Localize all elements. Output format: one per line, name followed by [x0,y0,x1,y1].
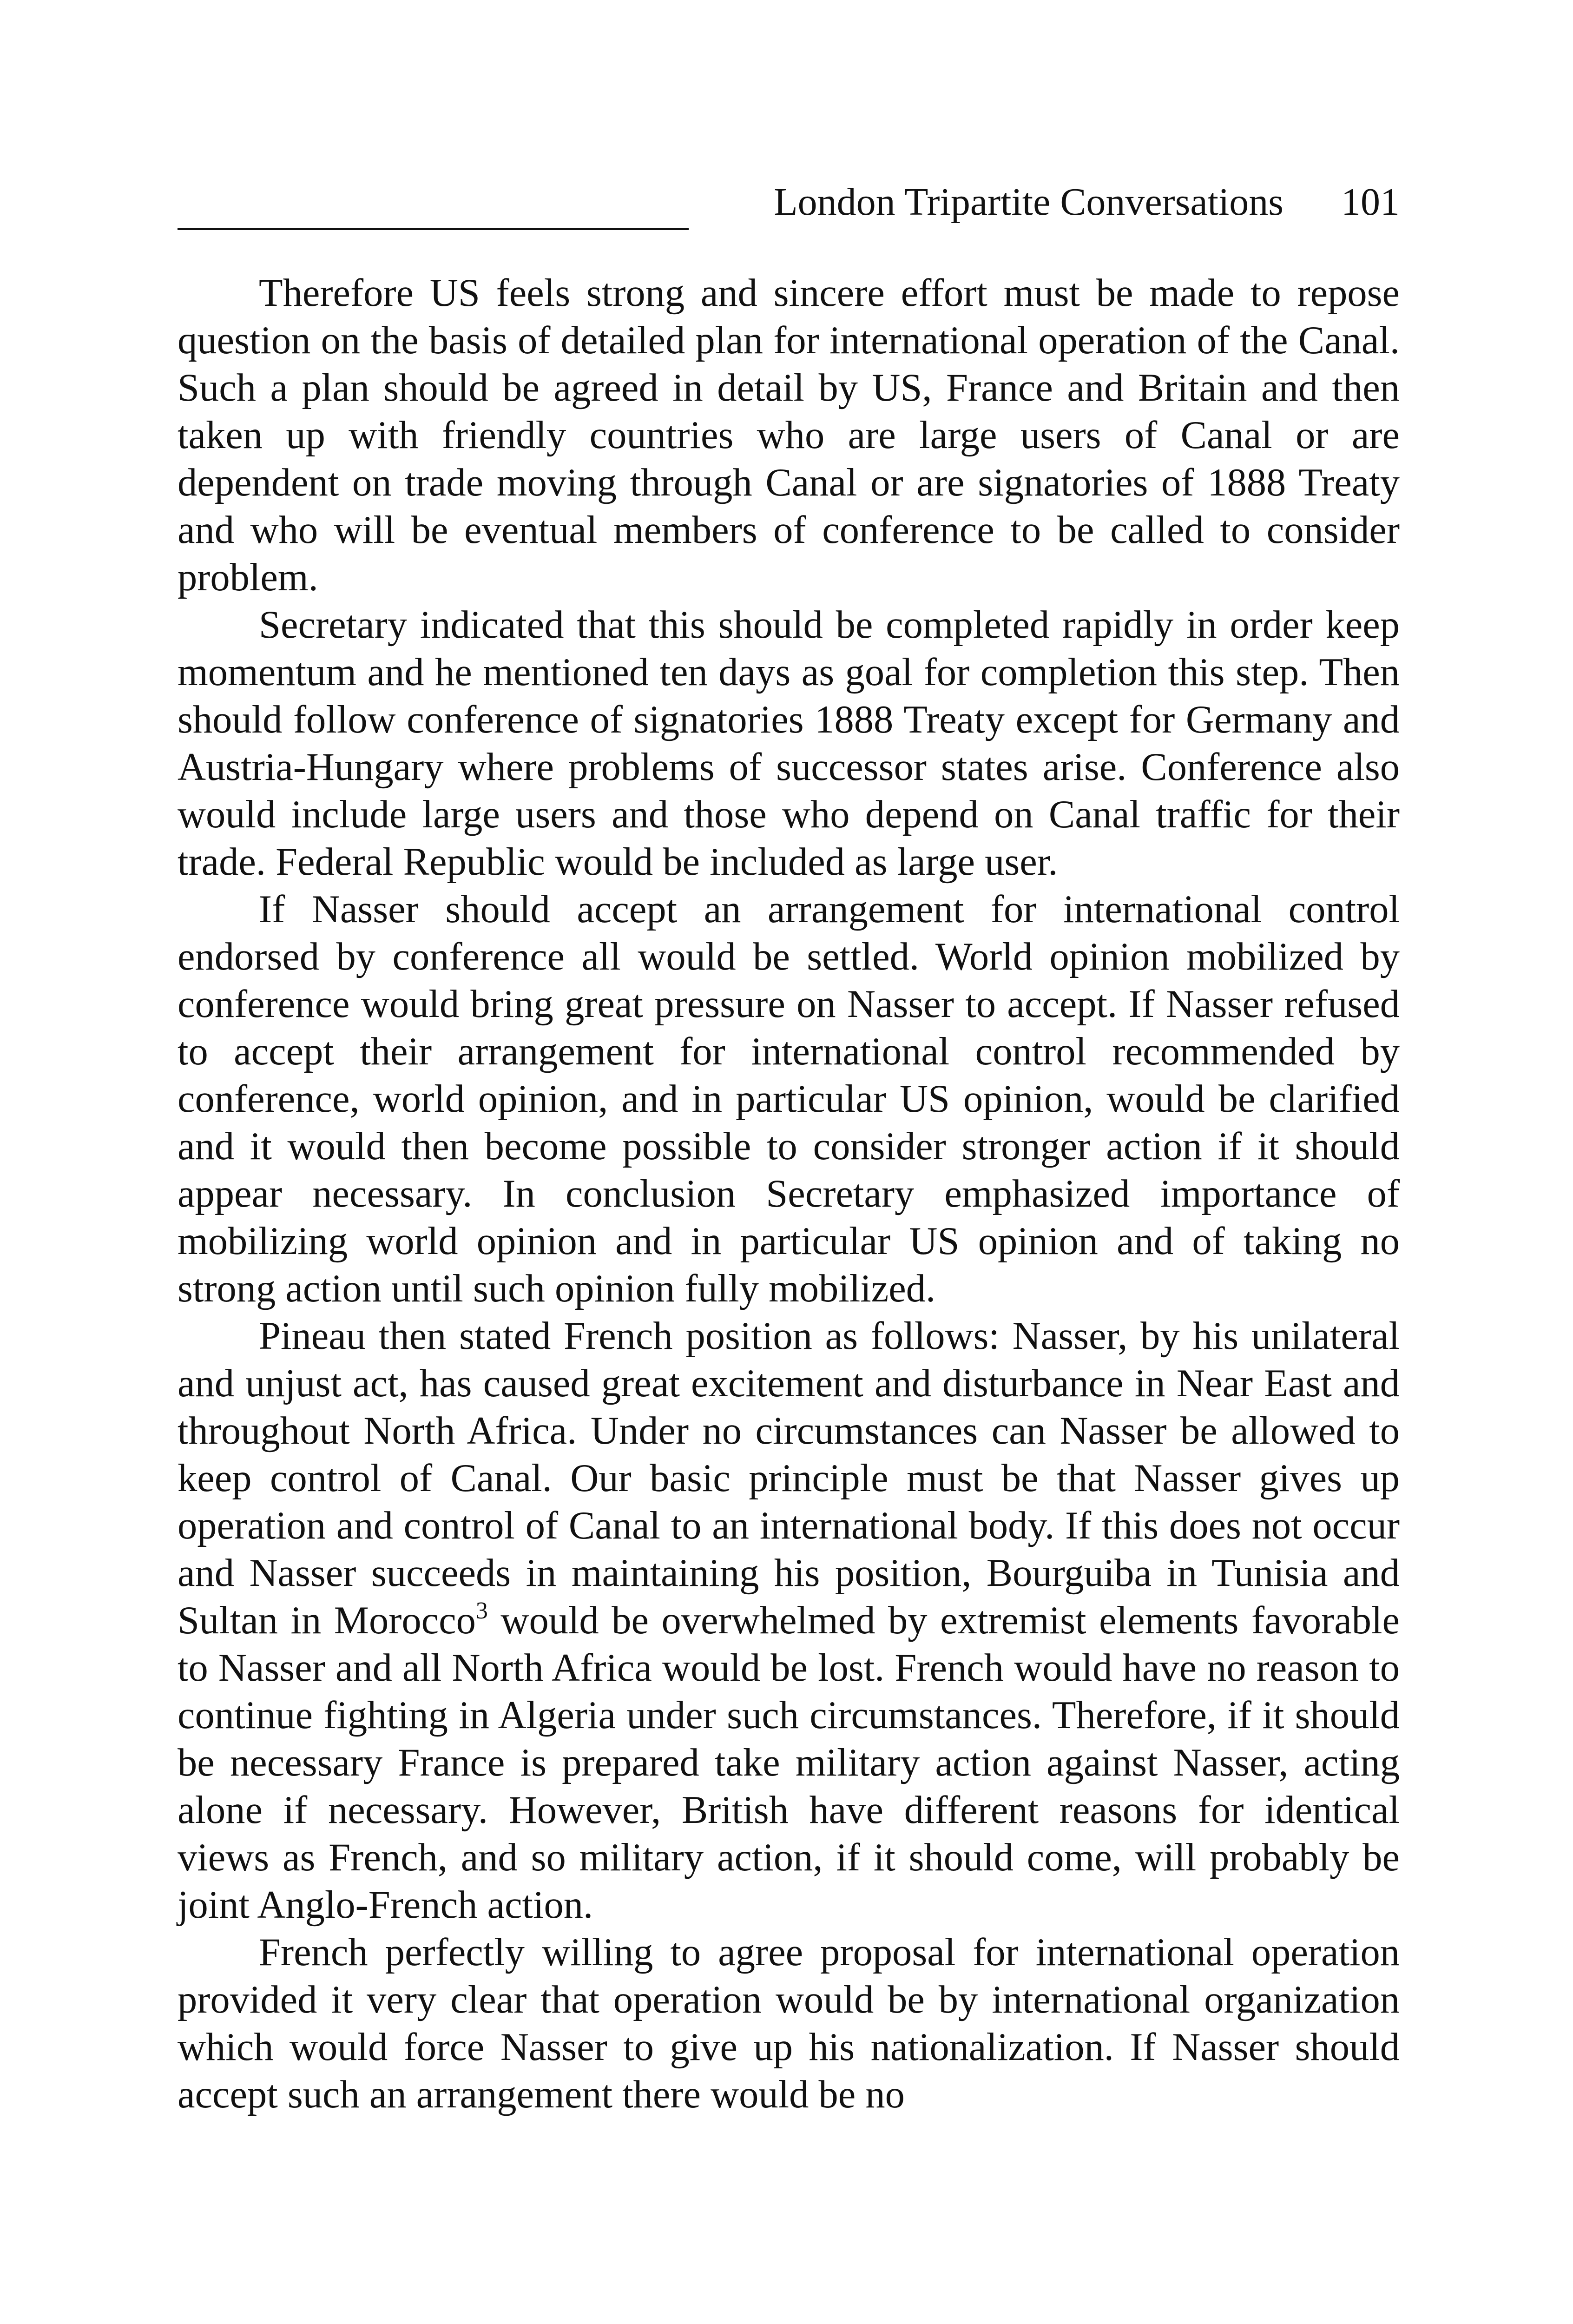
header-rule [178,228,689,230]
footnote-reference: 3 [475,1598,488,1624]
paragraph-2: Secretary indicated that this should be completed rapidly in order keep momentum and he mentioned ten days as goal for completion this step. Then should follow conference of signatories 1888 Treaty except for Germany and Austria-Hungary where problems of successor states arise. Conference also would include large users and those who depend on Canal traffic for their trade. Federal Republic would be included as large user. [178,603,1400,884]
paragraph-4-text-before: Pineau then stated French position as follows: Nasser, by his unilateral and unjust act, has caused great excitement and disturbance in Near East and throughout North Africa. Under no circumstances can Nasser be allowed to keep control of Canal. Our basic principle must be that Nasser gives up operation and control of Canal to an international body. If this does not occur and Nasser succeeds in maintaining his position, Bourguiba in Tunisia and Sultan in Morocco [178,1314,1400,1642]
paragraph-5: French perfectly willing to agree proposal for international operation provided it very clear that operation would be by international organization which would force Nasser to give up his nationalization. If Nasser should accept such an arrangement there would be no [178,1931,1400,2116]
body-text [178,270,1400,2119]
paragraph-1: Therefore US feels strong and sincere effort must be made to repose question on the basis of detailed plan for international operation of the Canal. Such a plan should be agreed in detail by US, France and Britain and then taken up with friendly countries who are large users of Canal or are dependent on trade moving through Canal or are signatories of 1888 Treaty and who will be eventual members of conference to be called to consider problem. [178,271,1400,599]
paragraph-4 [178,1313,1400,1929]
running-header [178,179,1400,230]
paragraph-4-text-after: would be overwhelmed by extremist elements favorable to Nasser and all North Africa would be lost. French would have no reason to continue fighting in Algeria under such circumstances. Therefore, if it should be necessary France is prepared take military action against Nasser, acting alone if necessary. However, British have different reasons for identical views as French, and so military action, if it should come, will probably be joint Anglo-French action. [178,1599,1400,1927]
running-header-title: London Tripartite Conversations [774,180,1283,224]
page-number: 101 [1341,180,1400,224]
paragraph-3: If Nasser should accept an arrangement for international control endorsed by conference all would be settled. World opinion mobilized by conference would bring great pressure on Nasser to accept. If Nasser refused to accept their arrangement for international control recommended by conference, world opinion, and in particular US opinion, would be clarified and it would then become possible to consider stronger action if it should appear necessary. In conclusion Secretary emphasized importance of mobilizing world opinion and in particular US opinion and of taking no strong action until such opinion fully mobilized. [178,888,1400,1310]
